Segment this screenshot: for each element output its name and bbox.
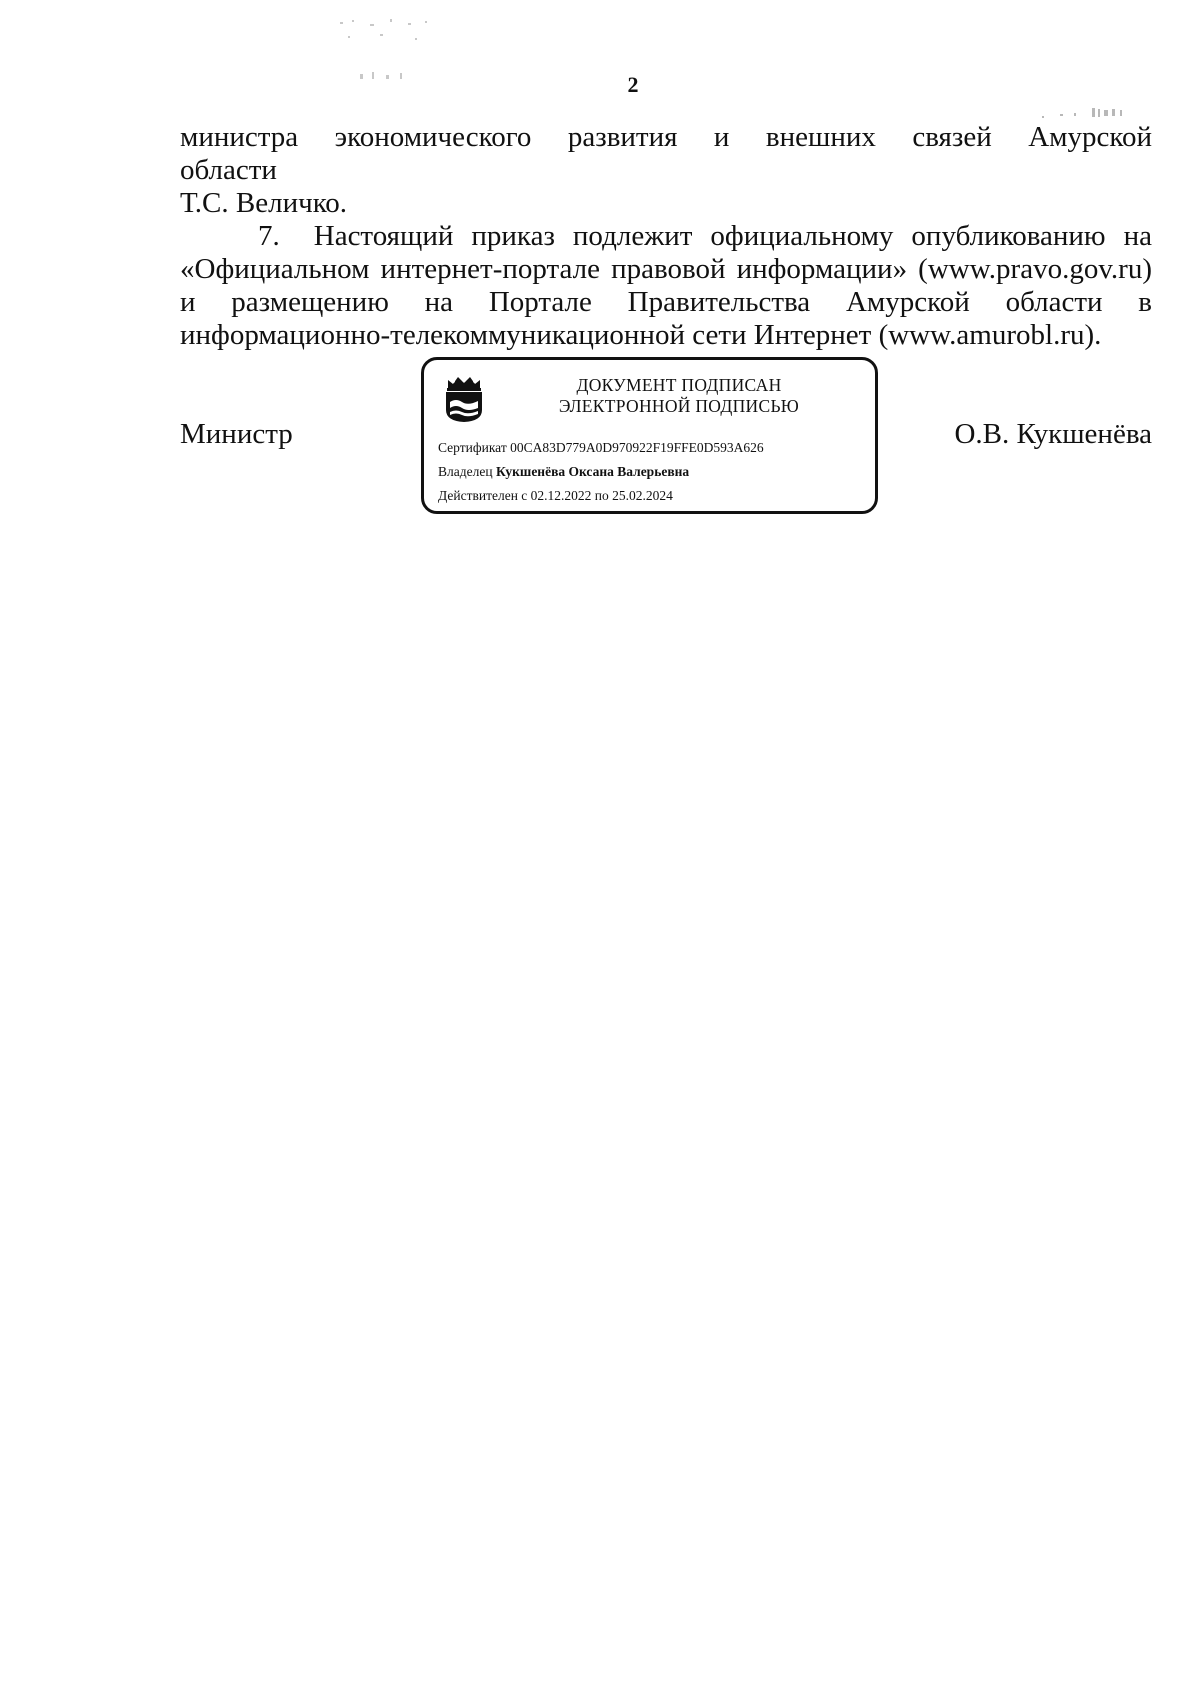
valid-label: Действителен с <box>438 488 528 503</box>
valid-to-label: по <box>594 488 609 503</box>
stamp-owner <box>438 464 689 480</box>
signer-title: Министр <box>180 418 293 450</box>
paragraph-continuation-line1: министра экономического развития и внешних связей Амурской области <box>180 121 1152 186</box>
stamp-heading-line1: ДОКУМЕНТ ПОДПИСАН <box>576 375 782 395</box>
paragraph-item-7 <box>180 220 1152 352</box>
coat-of-arms-icon <box>442 374 486 424</box>
stamp-validity <box>438 488 673 504</box>
valid-from: 02.12.2022 <box>530 488 592 503</box>
owner-value: Кукшенёва Оксана Валерьевна <box>495 464 690 479</box>
electronic-signature-stamp <box>421 357 878 514</box>
valid-to: 25.02.2024 <box>612 488 673 503</box>
page-number: 2 <box>627 72 639 97</box>
stamp-heading-line2: ЭЛЕКТРОННОЙ ПОДПИСЬЮ <box>558 396 800 416</box>
document-body <box>180 121 1152 352</box>
item-number: 7. <box>258 220 280 252</box>
stamp-heading <box>494 375 864 417</box>
signer-name: О.В. Кукшенёва <box>954 418 1152 450</box>
certificate-value: 00CA83D779A0D970922F19FFE0D593A626 <box>510 440 764 455</box>
stamp-certificate <box>438 440 764 456</box>
item-7-text: Настоящий приказ подлежит официальному опубликованию на «Официальном интернет-портале правовой информации» (www.pravo.gov.ru) и размещению на Портале Правительства Амурской области в информационно-телекоммуникационной сети Интернет (www.amurobl.ru). <box>180 220 1152 351</box>
certificate-label: Сертификат <box>438 440 507 455</box>
paragraph-continuation-line2: Т.С. Величко. <box>180 187 348 219</box>
owner-label: Владелец <box>438 464 493 479</box>
